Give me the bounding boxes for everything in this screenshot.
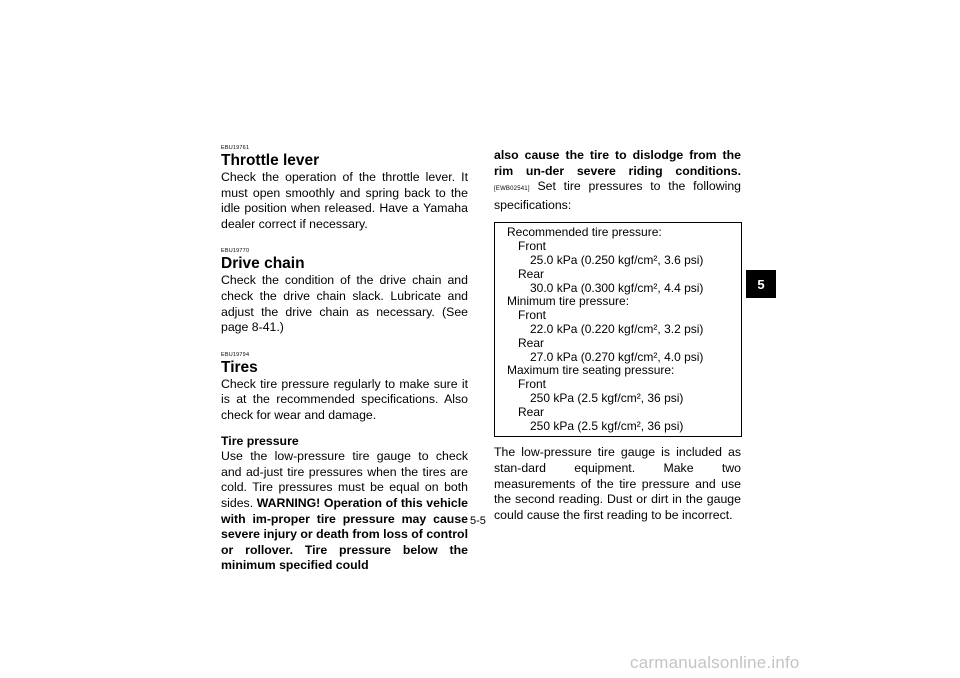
- spec-line: 250 kPa (2.5 kgf/cm², 36 psi): [530, 418, 684, 433]
- tire-pressure-text: [221, 449, 468, 574]
- spec-line: 250 kPa (2.5 kgf/cm², 36 psi): [530, 390, 684, 405]
- warning-text: WARNING! Operation of this vehicle with im-proper tire pressure may cause severe injury or death from loss of control or rollover. Tire pressure below the minimum specified could: [221, 495, 468, 573]
- spec-line: 27.0 kPa (0.270 kgf/cm², 4.0 psi): [530, 349, 704, 364]
- spec-line: Minimum tire pressure:: [507, 294, 630, 309]
- chapter-tab: 5: [746, 270, 776, 298]
- warning-text-continued: also cause the tire to dislodge from the rim un-der severe riding conditions.: [494, 148, 741, 178]
- spec-intro-text: Set tire pressures to the following specifications:: [494, 179, 741, 212]
- section-heading-tires: Tires: [221, 358, 258, 376]
- spec-line: Front: [518, 377, 547, 392]
- spec-line: Maximum tire seating pressure:: [507, 363, 675, 378]
- spec-line: 30.0 kPa (0.300 kgf/cm², 4.4 psi): [530, 280, 704, 295]
- warning-continued: [494, 148, 741, 213]
- section-code: EBU19761: [221, 145, 250, 151]
- watermark: carmanualsonline.info: [630, 653, 800, 672]
- warning-code: [EWB02541]: [494, 186, 530, 193]
- section-code: EBU19770: [221, 248, 250, 255]
- spec-line: 22.0 kPa (0.220 kgf/cm², 3.2 psi): [530, 321, 704, 336]
- right-column: [494, 148, 741, 523]
- spec-line: Recommended tire pressure:: [507, 225, 662, 240]
- spec-line: Rear: [518, 404, 545, 419]
- throttle-lever-text: Check the operation of the throttle lever. It must open smoothly and spring back to the idle position when released. Have a Yamaha dealer correct if necessary.: [221, 170, 468, 231]
- spec-line: Front: [518, 308, 547, 323]
- page-number: 5-5: [470, 515, 486, 527]
- section-heading-drive-chain: Drive chain: [221, 255, 305, 273]
- tire-pressure-spec-box: [494, 222, 742, 437]
- subheading-tire-pressure: Tire pressure: [221, 433, 299, 448]
- spec-line: 25.0 kPa (0.250 kgf/cm², 3.6 psi): [530, 252, 704, 267]
- spec-line: Rear: [518, 266, 545, 281]
- tires-text: Check tire pressure regularly to make sure it is at the recommended specifications. Also check for wear and damage.: [221, 376, 468, 422]
- tire-pressure-instructions: Use the low-pressure tire gauge to check and ad-just tire pressures when the tires are cold. Tire pressures must be equal on both sides.: [221, 449, 468, 510]
- drive-chain-text: Check the condition of the drive chain and check the drive chain slack. Lubricate and adjust the drive chain as necessary. (See page 8-41.): [221, 273, 468, 335]
- section-code: EBU19794: [221, 351, 250, 358]
- left-column: [221, 145, 468, 574]
- gauge-text: The low-pressure tire gauge is included as stan-dard equipment. Make two measurements of the tire pressure and use the second reading. Dust or dirt in the gauge could cause the first reading to be incorrect.: [494, 445, 741, 522]
- spec-line: Rear: [518, 335, 545, 350]
- section-heading-throttle-lever: Throttle lever: [221, 152, 320, 169]
- spec-line: Front: [518, 239, 547, 254]
